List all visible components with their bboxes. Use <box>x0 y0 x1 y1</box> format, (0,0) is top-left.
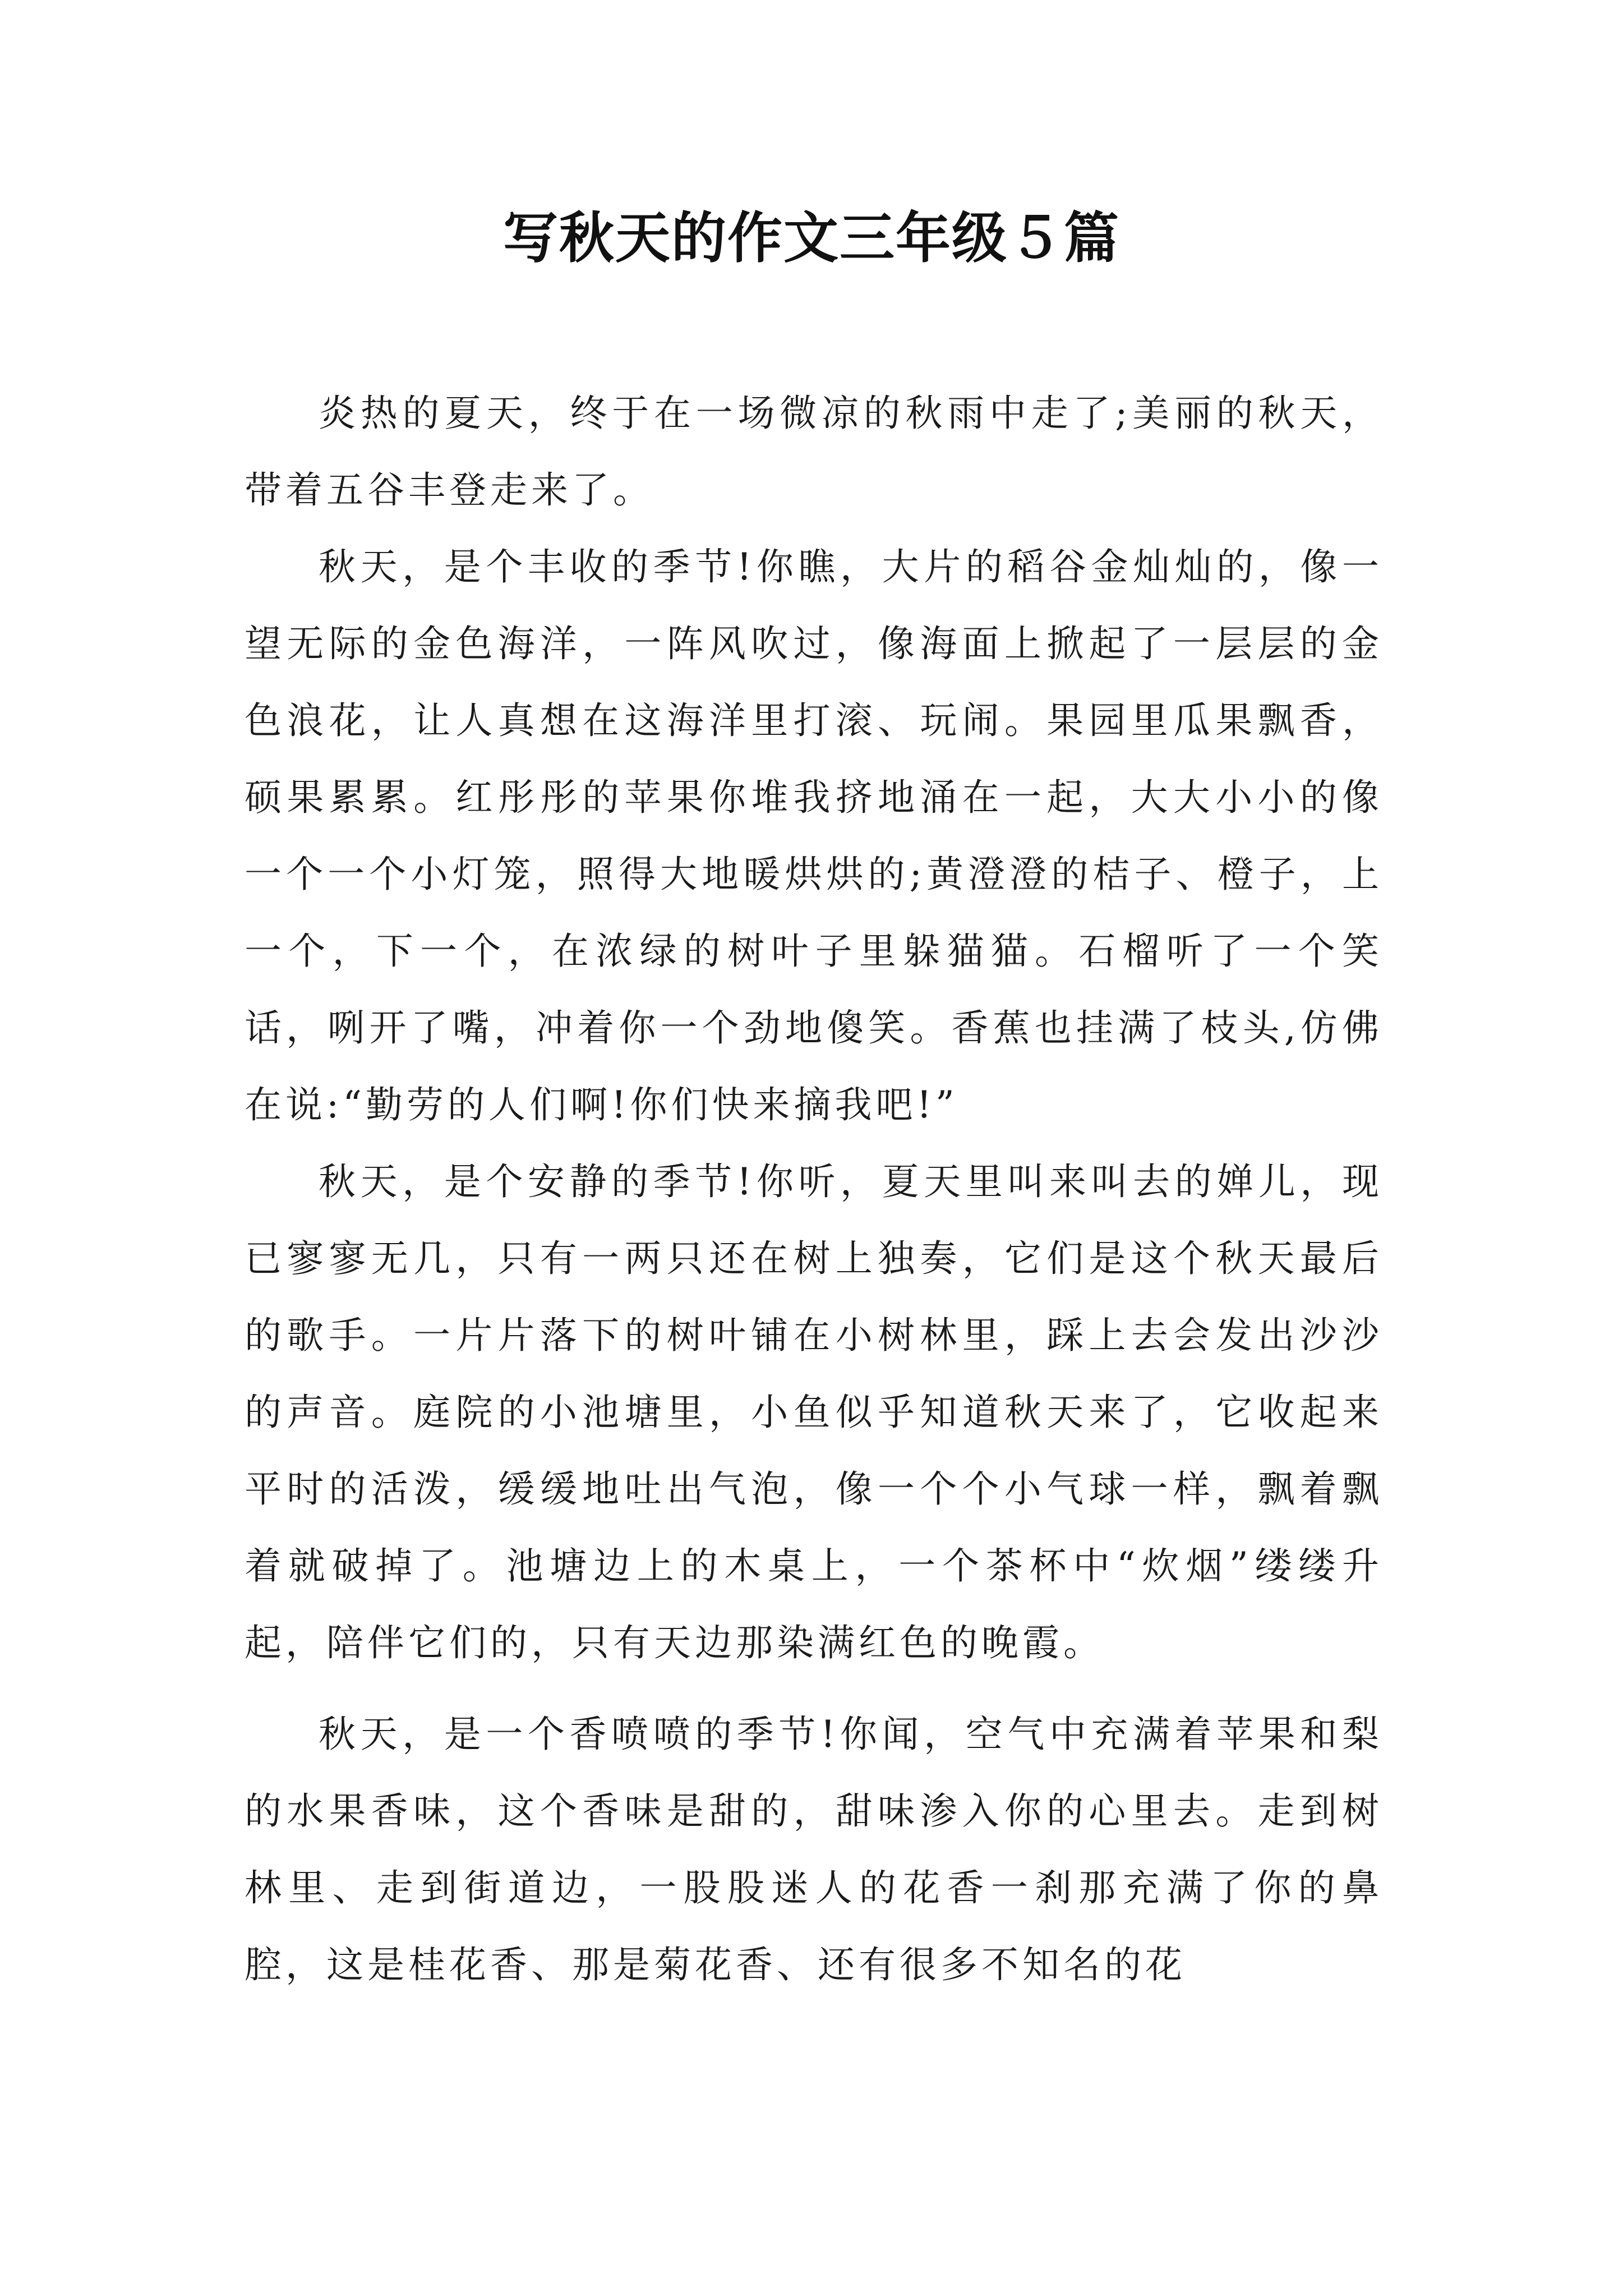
paragraph-2: 秋天，是个丰收的季节!你瞧，大片的稻谷金灿灿的，像一望无际的金色海洋，一阵风吹过，像海面上掀起了一层层的金色浪花，让人真想在这海洋里打滚、玩闹。果园里瓜果飘香，硕果累累。红彤彤的苹果你堆我挤地涌在一起，大大小小的像一个一个小灯笼，照得大地暖烘烘的;黄澄澄的桔子、橙子，上一个，下一个，在浓绿的树叶子里躲猫猫。石榴听了一个笑话，咧开了嘴，冲着你一个劲地傻笑。香蕉也挂满了枝头,仿佛在说:“勤劳的人们啊!你们快来摘我吧!” <box>245 545 1383 1126</box>
document-title: 写秋天的作文三年级５篇 <box>502 206 1120 270</box>
document-body <box>245 375 1383 2003</box>
paragraph-1: 炎热的夏天，终于在一场微凉的秋雨中走了;美丽的秋天，带着五谷丰登走来了。 <box>245 392 1383 512</box>
paragraph-3: 秋天，是个安静的季节!你听，夏天里叫来叫去的婵儿，现已寥寥无几，只有一两只还在树上独奏，它们是这个秋天最后的歌手。一片片落下的树叶铺在小树林里，踩上去会发出沙沙的声音。庭院的小池塘里，小鱼似乎知道秋天来了，它收起来平时的活泼，缓缓地吐出气泡，像一个个小气球一样，飘着飘着就破掉了。池塘边上的木桌上，一个茶杯中“炊烟”缕缕升起，陪伴它们的，只有天边那染满红色的晚霞。 <box>245 1160 1383 1664</box>
paragraph-4: 秋天，是一个香喷喷的季节!你闻，空气中充满着苹果和梨的水果香味，这个香味是甜的，甜味渗入你的心里去。走到树林里、走到街道边，一股股迷人的花香一刹那充满了你的鼻腔，这是桂花香、那是菊花香、还有很多不知名的花 <box>245 1713 1383 1986</box>
